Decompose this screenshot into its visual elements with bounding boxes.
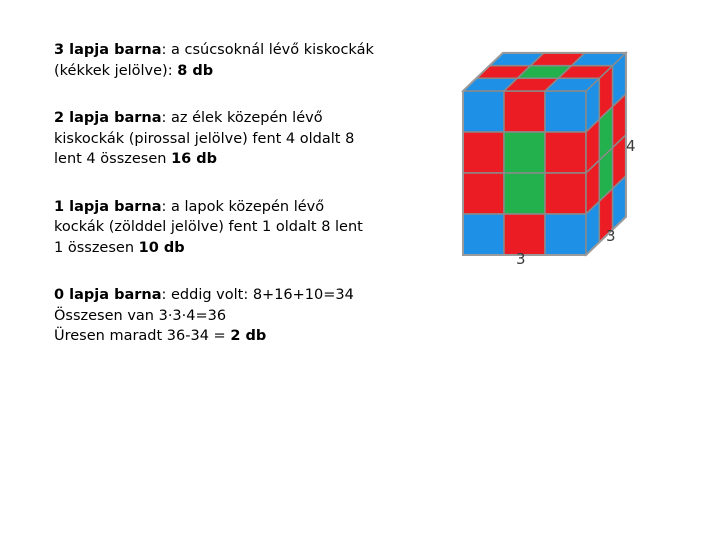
text-segment: Üresen maradt 36-34 = <box>54 328 231 344</box>
bold-text: 10 db <box>138 239 185 256</box>
depth-label: 3 <box>606 227 616 245</box>
text-segment: : az élek közepén lévő <box>161 110 323 126</box>
paragraph-face-cubes <box>54 197 394 259</box>
explanation-text <box>54 40 394 374</box>
bold-text: 0 lapja barna <box>54 287 162 303</box>
front-face-cube <box>463 132 504 173</box>
front-face-cube <box>463 173 504 214</box>
paragraph-edge-cubes <box>54 108 394 170</box>
text-line <box>54 306 394 327</box>
bold-text: 8 db <box>177 62 214 79</box>
text-line <box>54 40 394 61</box>
text-segment: lent 4 összesen <box>54 151 172 167</box>
text-segment: : a csúcsoknál lévő kiskockák <box>161 42 374 58</box>
text-segment: (kékkek jelölve): <box>54 62 178 79</box>
text-segment: Összesen van 3·3·4=36 <box>54 307 227 324</box>
text-segment: kockák (zölddel jelölve) fent 1 oldalt 8 lent <box>54 219 363 235</box>
bold-text: 1 lapja barna <box>54 198 162 215</box>
front-face-cube <box>545 173 586 214</box>
text-segment: kiskockák (pirossal jelölve) fent 4 oldalt 8 <box>54 130 355 147</box>
text-segment: 1 összesen <box>54 239 139 256</box>
text-line <box>54 238 394 259</box>
front-face-cube <box>545 214 586 255</box>
front-face-cube <box>463 91 504 132</box>
paragraph-inner-cubes <box>54 285 394 347</box>
front-face-cube <box>463 214 504 255</box>
text-line <box>54 285 394 306</box>
front-face-cube <box>504 132 545 173</box>
text-segment: : a lapok közepén lévő <box>161 198 325 215</box>
cuboid-illustration <box>458 44 648 274</box>
width-label: 3 <box>516 250 526 268</box>
front-face-cube <box>545 91 586 132</box>
text-line <box>54 217 394 238</box>
text-line <box>54 129 394 150</box>
text-line <box>54 108 394 129</box>
cuboid-figure <box>458 44 648 274</box>
bold-text: 2 db <box>230 328 267 344</box>
front-face-cube <box>504 214 545 255</box>
bold-text: 3 lapja barna <box>54 42 162 58</box>
paragraph-corner-cubes <box>54 40 394 81</box>
text-line <box>54 326 394 347</box>
front-face-cube <box>545 132 586 173</box>
text-line <box>54 197 394 218</box>
bold-text: 2 lapja barna <box>54 110 162 126</box>
bold-text: 16 db <box>171 151 218 167</box>
front-face-cube <box>504 173 545 214</box>
height-label: 4 <box>626 137 636 155</box>
text-segment: : eddig volt: 8+16+10=34 <box>161 287 354 303</box>
front-face-cube <box>504 91 545 132</box>
text-line <box>54 149 394 170</box>
text-line <box>54 61 394 82</box>
